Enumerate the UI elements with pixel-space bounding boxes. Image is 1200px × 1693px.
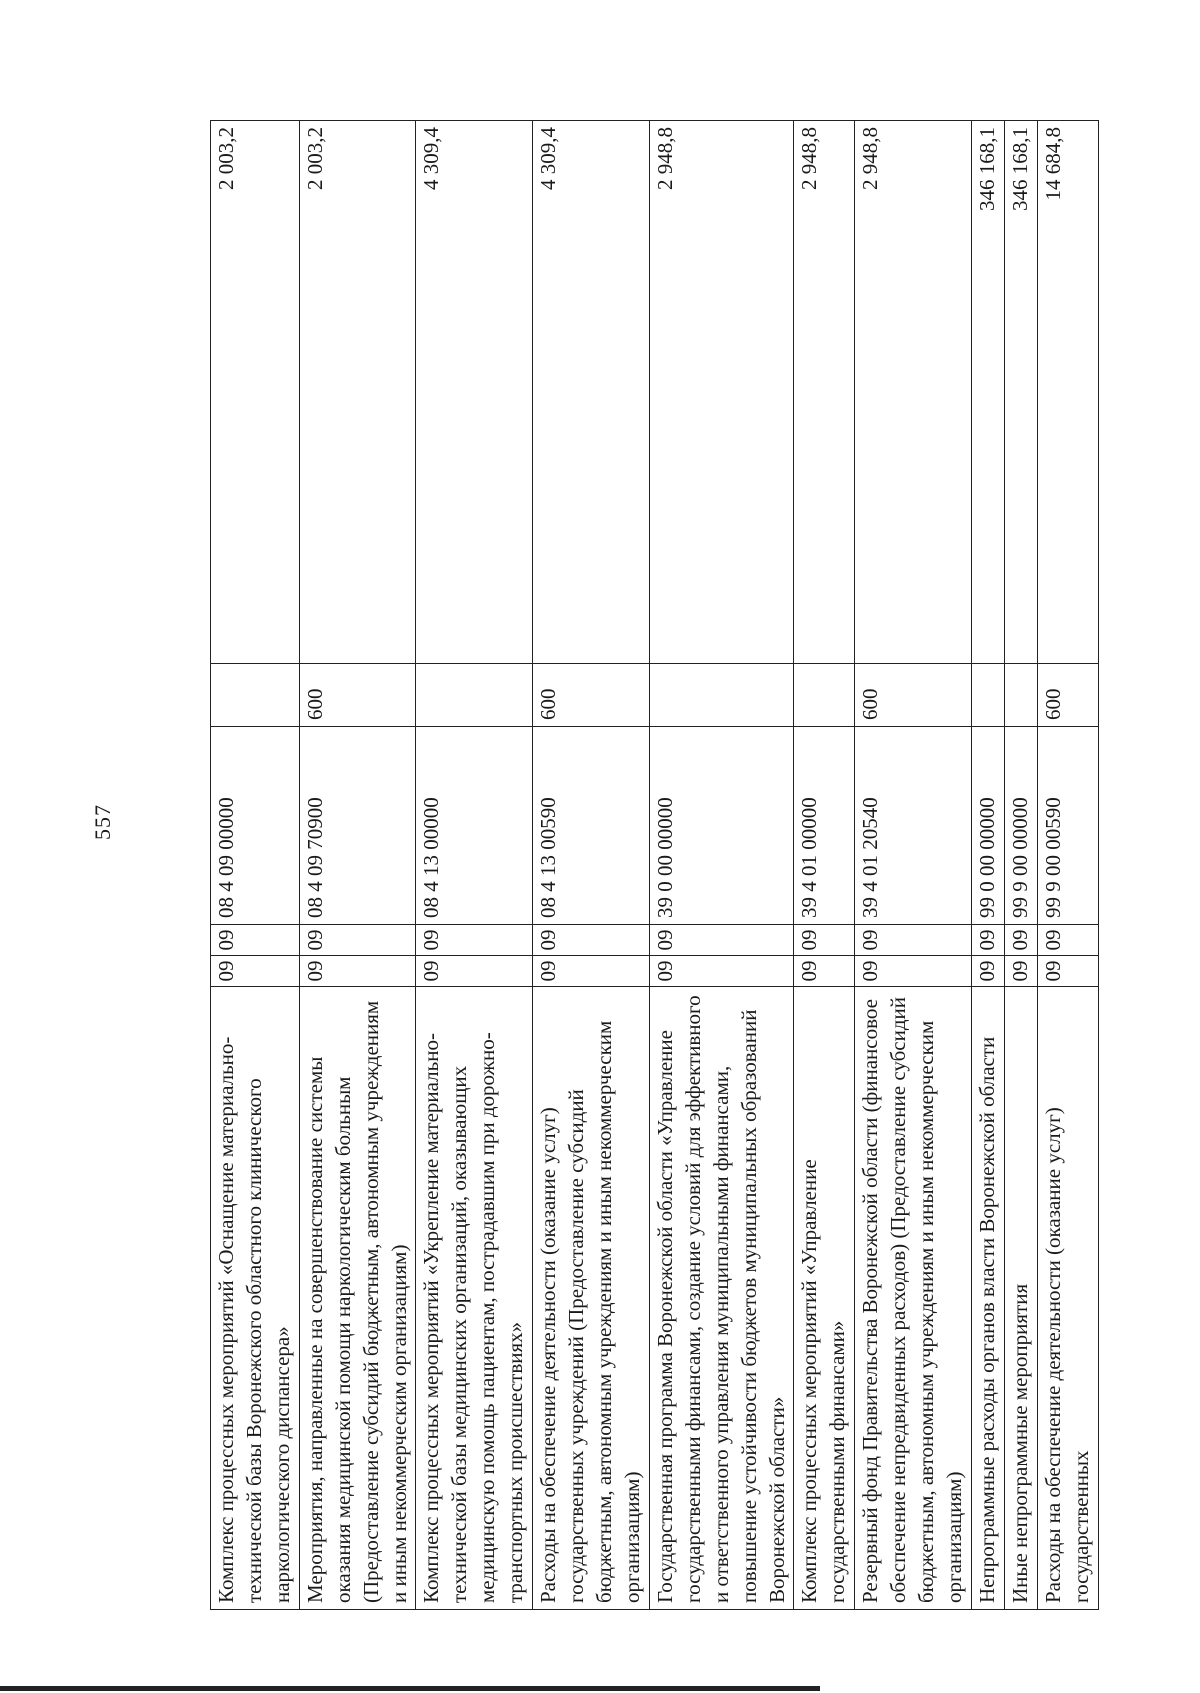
- row-amount: 4 309,4: [416, 121, 533, 664]
- row-target-code: 99 9 00 00000: [1004, 727, 1037, 925]
- row-target-code: 99 9 00 00590: [1037, 727, 1098, 925]
- row-subsection: 09: [649, 925, 794, 956]
- budget-table-rotated: [210, 120, 1110, 1610]
- row-description: Комплекс процессных мероприятий «Управление государственными финансами»: [794, 987, 855, 1610]
- row-expense-type: 600: [855, 664, 972, 727]
- row-subsection: 09: [794, 925, 855, 956]
- row-description: Резервный фонд Правительства Воронежской области (финансовое обеспечение непредвиденных расходов) (Предоставление субсидий бюджетным, автономным учреждениям и иным некоммерческим организациям): [855, 987, 972, 1610]
- row-target-code: 99 0 00 00000: [971, 727, 1004, 925]
- row-description: Непрограммные расходы органов власти Воронежской области: [971, 987, 1004, 1610]
- row-expense-type: 600: [533, 664, 650, 727]
- table-row: [533, 121, 650, 1610]
- row-amount: 4 309,4: [533, 121, 650, 664]
- row-expense-type: 600: [1037, 664, 1098, 727]
- row-expense-type: [971, 664, 1004, 727]
- row-expense-type: [649, 664, 794, 727]
- row-description: Мероприятия, направленные на совершенствование системы оказания медицинской помощи наркологическим больным (Предоставление субсидий бюджетным, автономным учреждениям и иным некоммерческим организациям): [299, 987, 416, 1610]
- table-row: [416, 121, 533, 1610]
- row-expense-type: [794, 664, 855, 727]
- table-row: [211, 121, 300, 1610]
- row-section: 09: [299, 956, 416, 987]
- row-target-code: 39 4 01 20540: [855, 727, 972, 925]
- row-subsection: 09: [855, 925, 972, 956]
- table-row: [1004, 121, 1037, 1610]
- row-amount: 2 948,8: [649, 121, 794, 664]
- row-description: Иные непрограммные мероприятия: [1004, 987, 1037, 1610]
- row-section: 09: [1004, 956, 1037, 987]
- table-row: [971, 121, 1004, 1610]
- row-target-code: 08 4 13 00000: [416, 727, 533, 925]
- row-amount: 2 003,2: [211, 121, 300, 664]
- row-amount: 346 168,1: [971, 121, 1004, 664]
- row-target-code: 08 4 09 70900: [299, 727, 416, 925]
- page-number: 557: [90, 804, 115, 840]
- table-row: [855, 121, 972, 1610]
- row-target-code: 39 0 00 00000: [649, 727, 794, 925]
- row-subsection: 09: [1004, 925, 1037, 956]
- row-subsection: 09: [533, 925, 650, 956]
- row-section: 09: [211, 956, 300, 987]
- row-section: 09: [533, 956, 650, 987]
- row-description: Комплекс процессных мероприятий «Укрепление материально-технической базы медицинских организаций, оказывающих медицинскую помощь пациентам, пострадавшим при дорожно-транспортных происшествиях»: [416, 987, 533, 1610]
- table-row: [299, 121, 416, 1610]
- row-description: Комплекс процессных мероприятий «Оснащение материально-технической базы Воронежского областного клинического наркологического диспансера»: [211, 987, 300, 1610]
- row-subsection: 09: [971, 925, 1004, 956]
- row-expense-type: [416, 664, 533, 727]
- row-expense-type: 600: [299, 664, 416, 727]
- row-section: 09: [1037, 956, 1098, 987]
- row-amount: 2 003,2: [299, 121, 416, 664]
- row-target-code: 08 4 13 00590: [533, 727, 650, 925]
- row-amount: 14 684,8: [1037, 121, 1098, 664]
- row-section: 09: [649, 956, 794, 987]
- row-subsection: 09: [416, 925, 533, 956]
- row-section: 09: [855, 956, 972, 987]
- budget-table: [210, 120, 1099, 1610]
- row-subsection: 09: [211, 925, 300, 956]
- row-amount: 2 948,8: [855, 121, 972, 664]
- row-subsection: 09: [1037, 925, 1098, 956]
- row-expense-type: [1004, 664, 1037, 727]
- row-description: Расходы на обеспечение деятельности (оказание услуг) государственных учреждений (Предоставление субсидий бюджетным, автономным учреждениям и иным некоммерческим организациям): [533, 987, 650, 1610]
- row-target-code: 39 4 01 00000: [794, 727, 855, 925]
- table-row: [1037, 121, 1098, 1610]
- table-row: [794, 121, 855, 1610]
- row-section: 09: [971, 956, 1004, 987]
- table-row: [649, 121, 794, 1610]
- row-target-code: 08 4 09 00000: [211, 727, 300, 925]
- row-description: Расходы на обеспечение деятельности (оказание услуг) государственных: [1037, 987, 1098, 1610]
- row-amount: 2 948,8: [794, 121, 855, 664]
- row-subsection: 09: [299, 925, 416, 956]
- scan-edge-line: [0, 1686, 820, 1691]
- row-section: 09: [416, 956, 533, 987]
- row-amount: 346 168,1: [1004, 121, 1037, 664]
- row-expense-type: [211, 664, 300, 727]
- row-description: Государственная программа Воронежской области «Управление государственными финансами, создание условий для эффективного и ответственного управления муниципальными финансами, повышение устойчивости бюджетов муниципальных образований Воронежской области»: [649, 987, 794, 1610]
- row-section: 09: [794, 956, 855, 987]
